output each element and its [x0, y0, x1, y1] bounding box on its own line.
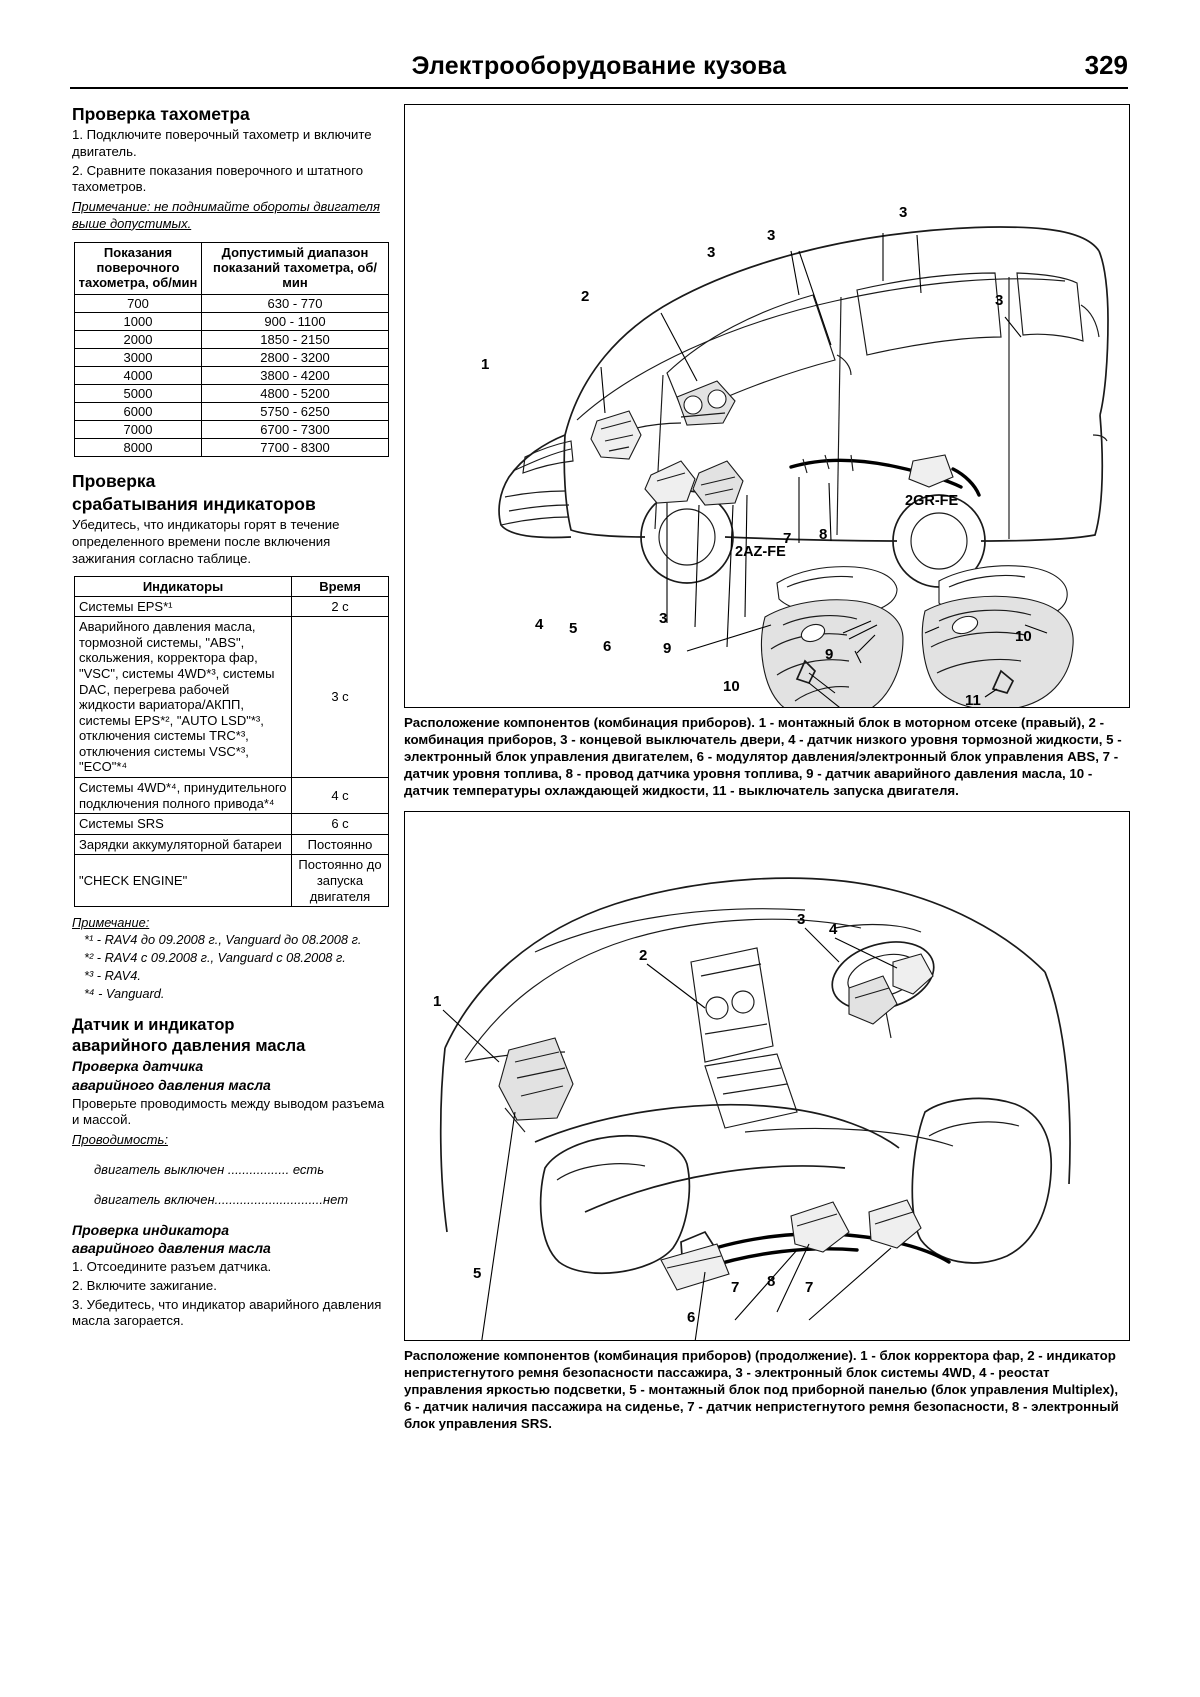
cell: 8000	[75, 439, 202, 457]
tacho-table-header-1: Допустимый диапазон показаний тахометра, об/мин	[202, 243, 389, 295]
label-7: 7	[783, 530, 792, 547]
suv-illustration	[499, 227, 1108, 587]
label-6: 6	[603, 638, 612, 655]
label-5: 5	[569, 620, 578, 637]
label-11b: 11	[965, 692, 981, 707]
component-instrument-cluster	[677, 381, 735, 425]
label-8: 8	[767, 1273, 776, 1291]
cell: 4 с	[292, 778, 389, 814]
cell: Постоянно	[292, 834, 389, 855]
cell: 1000	[75, 313, 202, 331]
cell: 1850 - 2150	[202, 331, 389, 349]
label-3b: 3	[899, 204, 908, 221]
page-header	[70, 52, 1128, 89]
table-row	[75, 331, 389, 349]
table-row	[75, 313, 389, 331]
component-mount-block	[591, 411, 641, 459]
indicators-table	[74, 576, 389, 908]
tacho-step-2: 2. Сравните показания поверочного и штатного тахометров.	[72, 162, 364, 195]
note-item: *³ - RAV4.	[84, 968, 141, 984]
cell: 3800 - 4200	[202, 367, 389, 385]
engine-label-2gr-fe: 2GR-FE	[905, 493, 959, 509]
cell: 700	[75, 295, 202, 313]
section-heading-indicators-2: срабатывания индикаторов	[72, 494, 316, 515]
table-row	[75, 403, 389, 421]
label-2: 2	[639, 947, 648, 965]
cell: 900 - 1100	[202, 313, 389, 331]
label-7b: 7	[805, 1279, 814, 1297]
label-3d: 3	[659, 610, 668, 627]
section-heading-tacho: Проверка тахометра	[72, 104, 250, 124]
label-8: 8	[819, 526, 828, 543]
oil-cond-title: Проводимость:	[72, 1132, 168, 1148]
page-title: Электрооборудование кузова	[411, 52, 787, 80]
table-row	[75, 421, 389, 439]
cell: Системы 4WD*⁴, принудительного подключения полного привода*⁴	[75, 778, 292, 814]
tacho-table-header-0: Показания поверочного тахометра, об/мин	[75, 243, 202, 295]
cell: 6000	[75, 403, 202, 421]
label-6: 6	[687, 1309, 696, 1327]
label-10b: 10	[1015, 628, 1032, 645]
component-brake-fluid-sensor	[645, 461, 695, 503]
section-heading-oil-1: Датчик и индикатор	[72, 1016, 235, 1035]
figure-2-numbers	[433, 911, 838, 1326]
figure-2-svg	[405, 812, 1129, 1340]
cell: 4000	[75, 367, 202, 385]
section-heading-indicators-1: Проверка	[72, 471, 156, 491]
note-item: *⁴ - Vanguard.	[84, 986, 165, 1002]
table-row	[75, 814, 389, 835]
table-row	[75, 367, 389, 385]
label-4: 4	[829, 921, 838, 939]
label-1: 1	[481, 356, 490, 373]
table-row	[75, 834, 389, 855]
label-9a: 9	[663, 640, 672, 657]
cell: 630 - 770	[202, 295, 389, 313]
engine-2gr-fe	[905, 493, 1073, 707]
label-7a: 7	[731, 1279, 740, 1297]
table-row	[75, 349, 389, 367]
oil-sub2-line1: Проверка индикатора	[72, 1221, 229, 1238]
component-fuel-level-sensor	[791, 455, 979, 495]
cell: Постоянно до запуска двигателя	[292, 855, 389, 907]
component-abs-modulator	[693, 461, 743, 505]
label-3e: 3	[707, 244, 716, 261]
cell: 2800 - 3200	[202, 349, 389, 367]
oil-step-1: 1. Отсоедините разъем датчика.	[72, 1259, 272, 1275]
cell: Аварийного давления масла, тормозной системы, "ABS", скольжения, корректора фар, "VSC", системы 4WD*³, системы DAC, перегрева рабочей жидкости вариатора/АКПП, системы EPS*², "AUTO LSD"*³, отключения системы TRC*³, отключения системы VSC*³, "ECO"*⁴	[75, 617, 292, 778]
table-row	[75, 439, 389, 457]
cell: 4800 - 5200	[202, 385, 389, 403]
tacho-note: Примечание: не поднимайте обороты двигателя выше допустимых.	[72, 199, 380, 231]
interior-illustration	[441, 878, 1070, 1290]
cell: 3 с	[292, 617, 389, 778]
cell: 2000	[75, 331, 202, 349]
tacho-step-1: 1. Подключите поверочный тахометр и включите двигатель.	[72, 127, 372, 159]
engine-label-2az-fe: 2AZ-FE	[735, 544, 786, 560]
figure-1-svg	[405, 105, 1129, 707]
page-number: 329	[1084, 50, 1128, 80]
cell: Системы SRS	[75, 814, 292, 835]
figure-1-caption: Расположение компонентов (комбинация приборов). 1 - монтажный блок в моторном отсеке (правый), 2 - комбинация приборов, 3 - концевой выключатель двери, 4 - датчик низкого уровня тормозной жидкости, 5 - электронный блок управления двигателем, 6 - модулятор давления/электронный блок управления ABS, 7 - датчик уровня топлива, 8 - провод датчика уровня топлива, 9 - датчик аварийного давления масла, 10 - датчик температуры охлаждающей жидкости, 11 - выключатель запуска двигателя.	[404, 715, 1122, 799]
right-column	[404, 104, 1128, 1444]
table-row	[75, 596, 389, 617]
cell: 7700 - 8300	[202, 439, 389, 457]
oil-sub1-line1: Проверка датчика	[72, 1058, 204, 1075]
table-row	[75, 385, 389, 403]
oil-sub2-line2: аварийного давления масла	[72, 1240, 271, 1257]
cell: 6700 - 7300	[202, 421, 389, 439]
oil-step-2: 2. Включите зажигание.	[72, 1277, 217, 1293]
indicator-notes	[72, 915, 392, 1002]
table-row	[75, 855, 389, 907]
cell: "CHECK ENGINE"	[75, 855, 292, 907]
cell: Зарядки аккумуляторной батареи	[75, 834, 292, 855]
cell: 5750 - 6250	[202, 403, 389, 421]
label-3: 3	[797, 911, 806, 929]
cell: 5000	[75, 385, 202, 403]
table-row	[75, 778, 389, 814]
cell: 7000	[75, 421, 202, 439]
oil-cond-1: двигатель выключен ................. есть	[94, 1161, 325, 1177]
label-9b: 9	[825, 646, 834, 663]
table-row	[75, 617, 389, 778]
note-item: *¹ - RAV4 до 09.2008 г., Vanguard до 08.2008 г.	[84, 932, 362, 948]
leader-lines-2	[443, 928, 897, 1340]
label-3a: 3	[767, 227, 776, 244]
oil-step-3: 3. Убедитесь, что индикатор аварийного давления масла загорается.	[72, 1296, 382, 1329]
indicators-header-0: Индикаторы	[75, 576, 292, 596]
figure-2-caption: Расположение компонентов (комбинация приборов) (продолжение). 1 - блок корректора фар, 2 - индикатор непристегнутого ремня безопасности пассажира, 3 - электронный блок системы 4WD, 4 - реостат управления яркостью подсветки, 5 - монтажный блок под приборной панелью (блок управления Multiplex), 6 - датчик наличия пассажира на сиденье, 7 - датчик непристегнутого ремня безопасности, 8 - электронный блок управления SRS.	[404, 1348, 1119, 1432]
figure-component-location-2	[404, 811, 1130, 1341]
note-item: *² - RAV4 с 09.2008 г., Vanguard с 08.2008 г.	[84, 950, 346, 966]
oil-text1: Проверьте проводимость между выводом разъема и массой.	[72, 1095, 385, 1128]
table-row	[75, 295, 389, 313]
indicators-header-1: Время	[292, 576, 389, 596]
label-3c: 3	[995, 292, 1004, 309]
engine-2az-fe	[735, 544, 903, 707]
cell: 2 с	[292, 596, 389, 617]
section-heading-oil-2: аварийного давления масла	[72, 1037, 306, 1056]
left-column	[72, 104, 392, 1332]
notes-header: Примечание:	[72, 915, 150, 931]
tacho-table	[74, 242, 389, 457]
label-2: 2	[581, 288, 590, 305]
cell: 3000	[75, 349, 202, 367]
cell: 6 с	[292, 814, 389, 835]
oil-sub1-line2: аварийного давления масла	[72, 1076, 271, 1093]
label-10a: 10	[723, 678, 740, 695]
indicators-intro: Убедитесь, что индикаторы горят в течение определенного времени после включения зажигания согласно таблице.	[72, 517, 340, 566]
cell: Системы EPS*¹	[75, 596, 292, 617]
label-5: 5	[473, 1265, 482, 1283]
label-1: 1	[433, 993, 442, 1011]
figure-component-location-1	[404, 104, 1130, 708]
label-4: 4	[535, 616, 544, 633]
oil-cond-2: двигатель включен..............................нет	[94, 1191, 349, 1207]
